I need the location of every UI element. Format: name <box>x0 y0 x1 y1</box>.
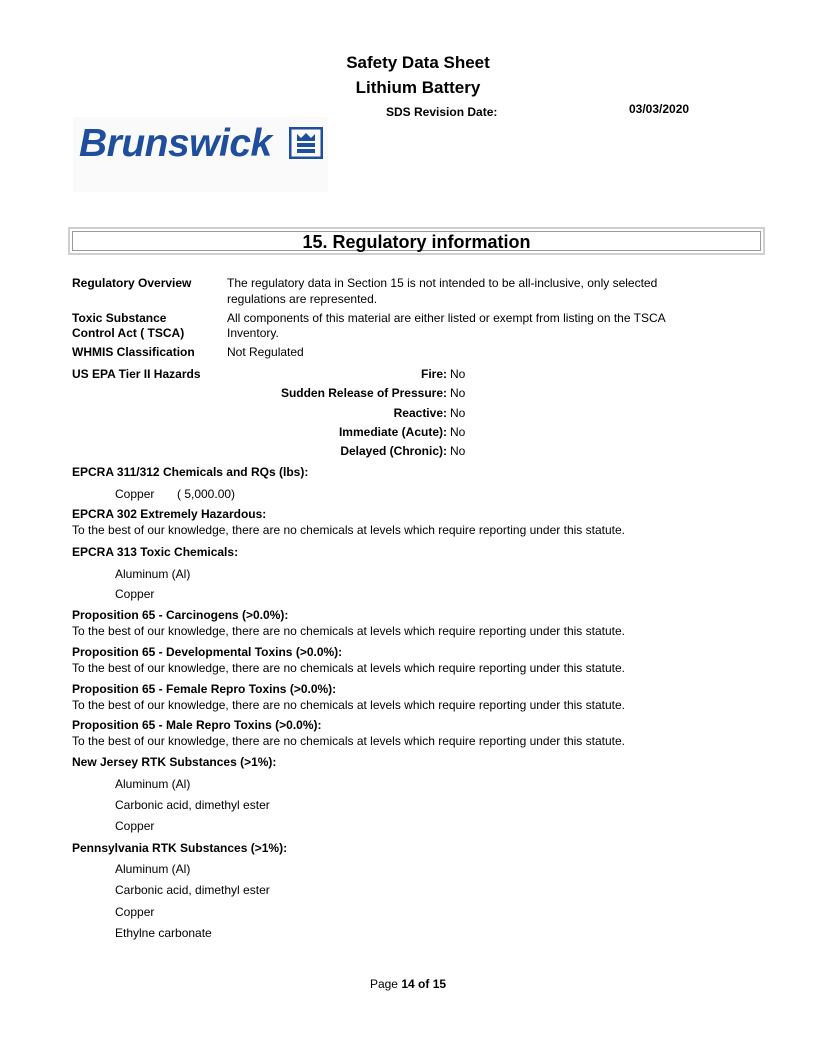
tsca-line2: Inventory. <box>227 326 279 340</box>
prop65-developmental-text: To the best of our knowledge, there are no chemicals at levels which require reporting under this statute. <box>72 661 625 675</box>
whmis-label: WHMIS Classification <box>72 345 195 359</box>
epcra311-chemical: Copper <box>115 487 155 501</box>
brunswick-crown-icon <box>289 127 323 159</box>
tier2-value-chronic: No <box>450 444 466 458</box>
overview-line1: The regulatory data in Section 15 is not intended to be all-inclusive, only selected <box>227 276 658 290</box>
tier2-key-reactive: Reactive: <box>393 406 447 420</box>
tsca-label-line2: Control Act ( TSCA) <box>72 326 185 340</box>
list-item: Ethylne carbonate <box>115 926 212 940</box>
epcra311-heading: EPCRA 311/312 Chemicals and RQs (lbs): <box>72 465 309 479</box>
page-total: 15 <box>432 977 447 991</box>
page-number <box>0 977 816 991</box>
doc-subtitle: Lithium Battery <box>355 78 481 97</box>
epcra311-rq: ( 5,000.00) <box>177 487 236 501</box>
list-item: Aluminum (Al) <box>115 777 191 791</box>
prop65-carcinogens-text: To the best of our knowledge, there are no chemicals at levels which require reporting under this statute. <box>72 624 625 638</box>
overview-line2: regulations are represented. <box>227 292 378 306</box>
prop65-carcinogens-heading: Proposition 65 - Carcinogens (>0.0%): <box>72 608 289 622</box>
epcra302-heading: EPCRA 302 Extremely Hazardous: <box>72 507 267 521</box>
tier2-value-reactive: No <box>450 406 466 420</box>
epcra313-heading: EPCRA 313 Toxic Chemicals: <box>72 545 239 559</box>
tier2-key-acute: Immediate (Acute): <box>338 425 447 439</box>
prop65-female-heading: Proposition 65 - Female Repro Toxins (>0.0%): <box>72 682 337 696</box>
section-heading-box <box>68 227 765 255</box>
nj-rtk-heading: New Jersey RTK Substances (>1%): <box>72 755 277 769</box>
tsca-line1: All components of this material are either listed or exempt from listing on the TSCA <box>227 311 666 325</box>
tier2-key-chronic: Delayed (Chronic): <box>340 444 447 458</box>
list-item: Copper <box>115 905 155 919</box>
tier2-value-acute: No <box>450 425 466 439</box>
revision-label: SDS Revision Date: <box>386 105 498 119</box>
list-item: Copper <box>115 819 155 833</box>
tier2-key-fire: Fire: <box>420 367 447 381</box>
page-of: of <box>418 977 430 991</box>
prop65-female-text: To the best of our knowledge, there are no chemicals at levels which require reporting under this statute. <box>72 698 625 712</box>
doc-title: Safety Data Sheet <box>346 53 490 72</box>
prop65-developmental-heading: Proposition 65 - Developmental Toxins (>0.0%): <box>72 645 343 659</box>
overview-label: Regulatory Overview <box>72 276 192 290</box>
list-item: Carbonic acid, dimethyl ester <box>115 883 270 897</box>
page-prefix: Page <box>369 977 398 991</box>
brand-logo <box>73 117 328 192</box>
list-item: Copper <box>115 587 155 601</box>
epcra302-text: To the best of our knowledge, there are no chemicals at levels which require reporting under this statute. <box>72 523 625 537</box>
logo-wordmark: Brunswick <box>79 122 272 165</box>
list-item: Aluminum (Al) <box>115 567 191 581</box>
page-current: 14 <box>401 977 415 991</box>
whmis-value: Not Regulated <box>227 345 304 359</box>
tier2-label: US EPA Tier II Hazards <box>72 367 201 381</box>
tier2-value-pressure: No <box>450 386 466 400</box>
pa-rtk-heading: Pennsylvania RTK Substances (>1%): <box>72 841 288 855</box>
revision-date: 03/03/2020 <box>629 102 690 116</box>
list-item: Carbonic acid, dimethyl ester <box>115 798 270 812</box>
tier2-value-fire: No <box>450 367 466 381</box>
list-item: Aluminum (Al) <box>115 862 191 876</box>
section-title: 15. Regulatory information <box>72 231 761 251</box>
prop65-male-heading: Proposition 65 - Male Repro Toxins (>0.0%): <box>72 718 322 732</box>
tier2-key-pressure: Sudden Release of Pressure: <box>280 386 447 400</box>
tsca-label-line1: Toxic Substance <box>72 311 167 325</box>
prop65-male-text: To the best of our knowledge, there are no chemicals at levels which require reporting under this statute. <box>72 734 625 748</box>
